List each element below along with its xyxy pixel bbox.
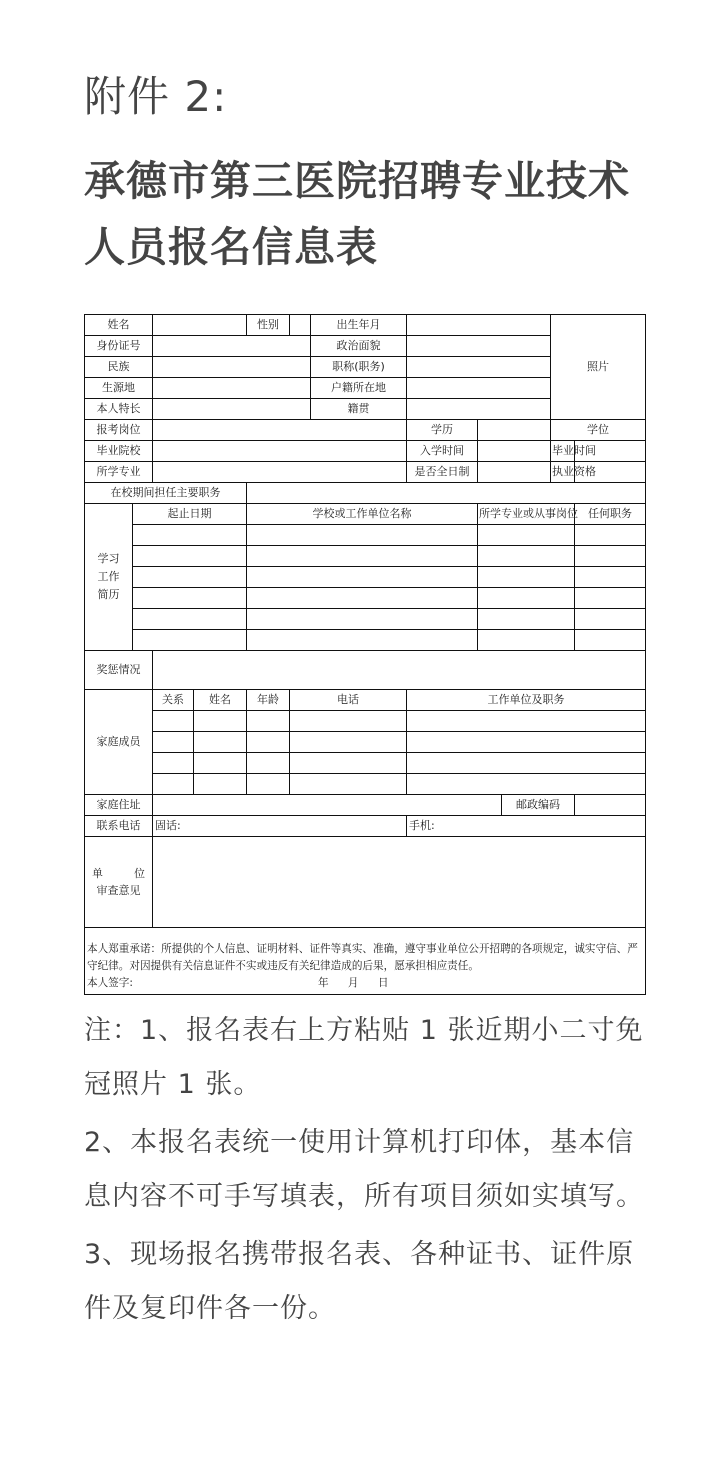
- address-field[interactable]: [153, 795, 502, 816]
- family-label: 家庭成员: [85, 690, 153, 795]
- family-cell[interactable]: [194, 753, 247, 774]
- family-cell[interactable]: [290, 732, 407, 753]
- school-duties-label: 在校期间担任主要职务: [85, 483, 247, 504]
- birth-label: 出生年月: [311, 315, 407, 336]
- signature-label: 本人签字:: [87, 977, 133, 989]
- unit-review-field[interactable]: [153, 837, 646, 928]
- resume-cell[interactable]: [478, 588, 575, 609]
- resume-cell[interactable]: [575, 525, 646, 546]
- family-cell[interactable]: [407, 711, 646, 732]
- pledge-box: [85, 928, 646, 995]
- photo-box[interactable]: [551, 315, 646, 420]
- graduated-school-field[interactable]: [153, 441, 407, 462]
- rewards-label: 奖惩情况: [85, 651, 153, 690]
- family-cell[interactable]: [194, 774, 247, 795]
- household-field[interactable]: [407, 378, 551, 399]
- resume-header-post: 所学专业或从事岗位: [478, 504, 575, 525]
- family-cell[interactable]: [247, 753, 290, 774]
- family-header-phone: 电话: [290, 690, 407, 711]
- family-header-age: 年龄: [247, 690, 290, 711]
- unit-review-label: [85, 837, 153, 928]
- resume-cell[interactable]: [575, 567, 646, 588]
- family-cell[interactable]: [290, 711, 407, 732]
- family-cell[interactable]: [153, 732, 194, 753]
- resume-cell[interactable]: [247, 588, 478, 609]
- form-title: 承德市第三医院招聘专业技术人员报名信息表: [84, 157, 630, 271]
- notes-section: [84, 1004, 644, 1340]
- attachment-label: 附件 2:: [84, 72, 228, 121]
- family-cell[interactable]: [153, 774, 194, 795]
- major-field[interactable]: [153, 462, 407, 483]
- address-label: 家庭住址: [85, 795, 153, 816]
- family-cell[interactable]: [194, 711, 247, 732]
- resume-cell[interactable]: [133, 525, 247, 546]
- resume-cell[interactable]: [575, 588, 646, 609]
- household-label: 户籍所在地: [311, 378, 407, 399]
- resume-label: 学习工作简历: [85, 504, 133, 651]
- resume-cell[interactable]: [133, 630, 247, 651]
- graduation-time-label: 毕业时间: [551, 441, 575, 462]
- resume-header-school: 学校或工作单位名称: [247, 504, 478, 525]
- family-header-relation: 关系: [153, 690, 194, 711]
- resume-cell[interactable]: [247, 630, 478, 651]
- family-cell[interactable]: [290, 774, 407, 795]
- resume-cell[interactable]: [478, 630, 575, 651]
- resume-header-duty: 任何职务: [575, 504, 646, 525]
- family-header-name: 姓名: [194, 690, 247, 711]
- registration-form: [84, 314, 646, 995]
- unit-review-top: 单位: [92, 867, 145, 880]
- rewards-field[interactable]: [153, 651, 646, 690]
- ethnicity-field[interactable]: [153, 357, 311, 378]
- family-cell[interactable]: [407, 732, 646, 753]
- native-place-label: 籍贯: [311, 399, 407, 420]
- full-time-label: 是否全日制: [407, 462, 478, 483]
- apply-post-label: 报考岗位: [85, 420, 153, 441]
- contact-label: 联系电话: [85, 816, 153, 837]
- specialty-field[interactable]: [153, 399, 311, 420]
- family-cell[interactable]: [153, 711, 194, 732]
- resume-cell[interactable]: [575, 609, 646, 630]
- postcode-label: 邮政编码: [502, 795, 575, 816]
- political-status-label: 政治面貌: [311, 336, 407, 357]
- resume-cell[interactable]: [247, 546, 478, 567]
- mobile-field[interactable]: [407, 816, 646, 837]
- family-cell[interactable]: [407, 774, 646, 795]
- ethnicity-label: 民族: [85, 357, 153, 378]
- photo-label: 照片: [587, 360, 609, 373]
- note-3: 3、现场报名携带报名表、各种证书、证件原件及复印件各一份。: [84, 1239, 635, 1324]
- family-cell[interactable]: [290, 753, 407, 774]
- family-cell[interactable]: [407, 753, 646, 774]
- gender-label: 性别: [247, 315, 290, 336]
- education-label: 学历: [407, 420, 478, 441]
- family-cell[interactable]: [194, 732, 247, 753]
- resume-cell[interactable]: [133, 609, 247, 630]
- resume-cell[interactable]: [247, 567, 478, 588]
- note-1: 注：1、报名表右上方粘贴 1 张近期小二寸免冠照片 1 张。: [84, 1015, 644, 1100]
- apply-post-field[interactable]: [153, 420, 407, 441]
- resume-cell[interactable]: [133, 588, 247, 609]
- resume-cell[interactable]: [133, 546, 247, 567]
- degree-label: 学位: [551, 420, 646, 441]
- family-cell[interactable]: [153, 753, 194, 774]
- landline-label: 固话:: [155, 819, 181, 832]
- native-place-field[interactable]: [407, 399, 551, 420]
- enroll-time-label: 入学时间: [407, 441, 478, 462]
- specialty-label: 本人特长: [85, 399, 153, 420]
- political-status-field[interactable]: [407, 336, 551, 357]
- pledge-text: 本人郑重承诺：所提供的个人信息、证明材料、证件等真实、准确，遵守事业单位公开招聘的各项规定，诚实守信、严守纪律。对因提供有关信息证件不实或违反有关纪律造成的后果，愿承担相应责任。: [87, 943, 638, 972]
- family-cell[interactable]: [247, 732, 290, 753]
- school-duties-field[interactable]: [247, 483, 646, 504]
- note-2: 2、本报名表统一使用计算机打印体，基本信息内容不可手写填表，所有项目须如实填写。: [84, 1127, 644, 1212]
- resume-cell[interactable]: [575, 546, 646, 567]
- resume-cell[interactable]: [478, 567, 575, 588]
- full-time-field[interactable]: [478, 462, 551, 483]
- family-header-work: 工作单位及职务: [407, 690, 646, 711]
- resume-header-date: 起止日期: [133, 504, 247, 525]
- origin-label: 生源地: [85, 378, 153, 399]
- id-number-label: 身份证号: [85, 336, 153, 357]
- name-field[interactable]: [153, 315, 247, 336]
- mobile-label: 手机:: [409, 819, 435, 832]
- major-label: 所学专业: [85, 462, 153, 483]
- resume-cell[interactable]: [247, 525, 478, 546]
- resume-cell[interactable]: [575, 630, 646, 651]
- enroll-time-field[interactable]: [478, 441, 551, 462]
- gender-field[interactable]: [290, 315, 311, 336]
- origin-field[interactable]: [153, 378, 311, 399]
- resume-cell[interactable]: [478, 525, 575, 546]
- birth-field[interactable]: [407, 315, 551, 336]
- id-number-field[interactable]: [153, 336, 311, 357]
- title-position-label: 职称(职务): [311, 357, 407, 378]
- family-cell[interactable]: [247, 774, 290, 795]
- license-label: 执业资格: [551, 462, 575, 483]
- resume-cell[interactable]: [133, 567, 247, 588]
- education-field[interactable]: [478, 420, 551, 441]
- title-position-field[interactable]: [407, 357, 551, 378]
- resume-cell[interactable]: [478, 546, 575, 567]
- name-label: 姓名: [85, 315, 153, 336]
- family-cell[interactable]: [247, 711, 290, 732]
- signature-date: 年 月 日: [317, 977, 389, 989]
- landline-field[interactable]: [153, 816, 407, 837]
- graduated-school-label: 毕业院校: [85, 441, 153, 462]
- postcode-field[interactable]: [575, 795, 646, 816]
- resume-cell[interactable]: [247, 609, 478, 630]
- unit-review-bottom: 审查意见: [96, 884, 141, 897]
- resume-cell[interactable]: [478, 609, 575, 630]
